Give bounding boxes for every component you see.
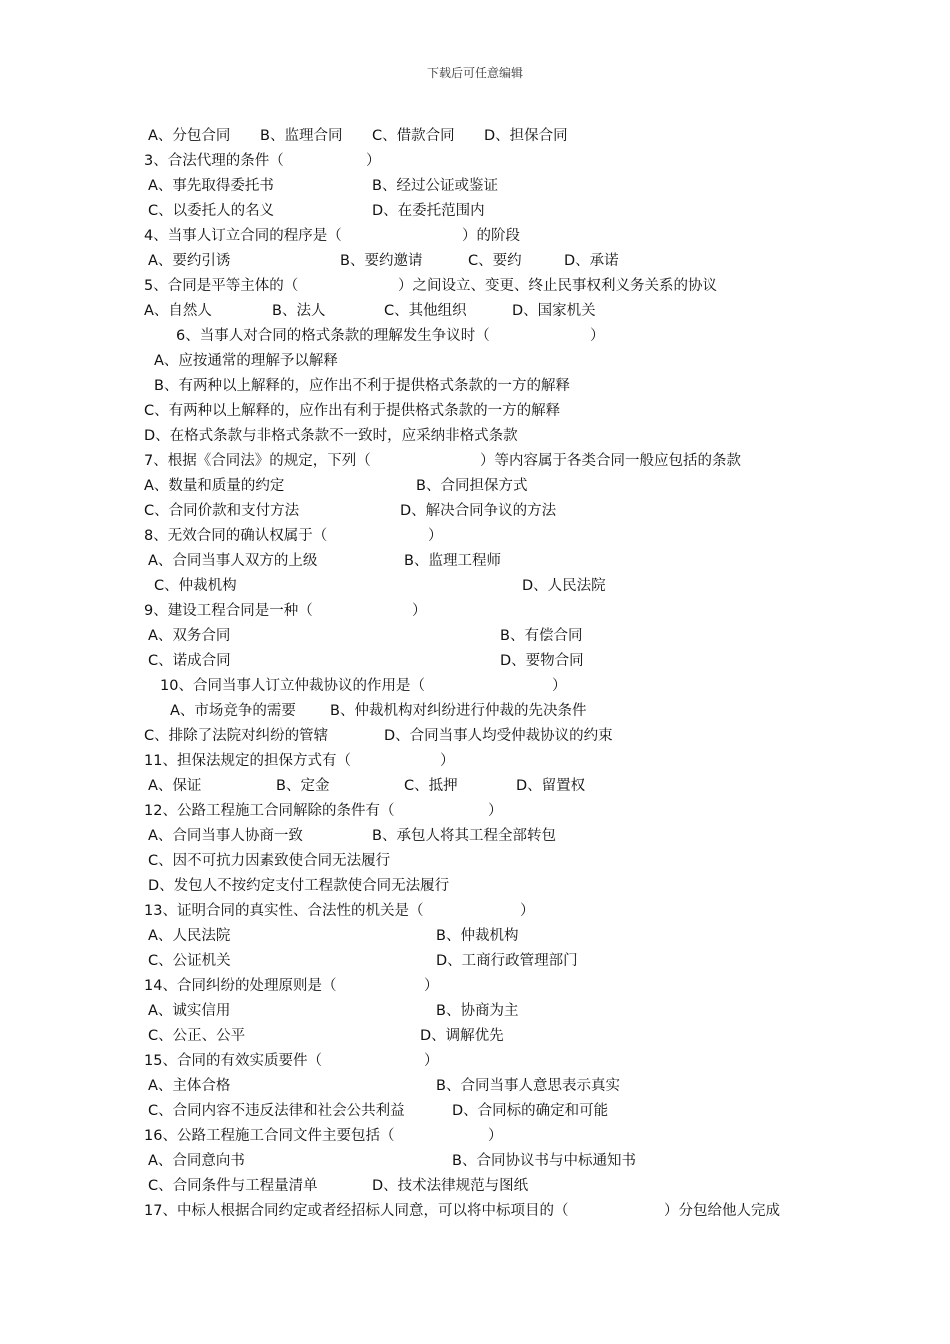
text-segment: D、合同标的确定和可能 [452, 1103, 609, 1119]
text-segment: B、监理工程师 [404, 553, 501, 569]
page-header: 下载后可任意编辑 [426, 66, 523, 80]
text-segment: C、公证机关 [148, 953, 231, 969]
text-segment: ） [590, 328, 605, 344]
text-segment: 6、当事人对合同的格式条款的理解发生争议时（ [176, 328, 490, 344]
text-segment: C、抵押 [404, 778, 458, 794]
text-segment: ）之间设立、变更、终止民事权利义务关系的协议 [398, 278, 717, 294]
text-segment: A、诚实信用 [148, 1003, 231, 1019]
text-segment: A、保证 [148, 778, 202, 794]
text-segment: C、合同内容不违反法律和社会公共利益 [148, 1103, 405, 1119]
text-segment: D、技术法律规范与图纸 [372, 1178, 529, 1194]
text-segment: B、合同当事人意思表示真实 [436, 1078, 620, 1094]
text-segment: C、借款合同 [372, 128, 455, 144]
text-segment: B、有两种以上解释的，应作出不利于提供格式条款的一方的解释 [154, 378, 570, 394]
text-segment: 10、合同当事人订立仲裁协议的作用是（ [160, 678, 425, 694]
text-segment: ）的阶段 [462, 228, 520, 244]
text-segment: 5、合同是平等主体的（ [144, 278, 299, 294]
text-segment: C、诺成合同 [148, 653, 231, 669]
text-segment: A、合同当事人协商一致 [148, 828, 303, 844]
text-segment: 16、公路工程施工合同文件主要包括（ [144, 1128, 395, 1144]
text-segment: ） [520, 903, 535, 919]
text-segment: B、要约邀请 [340, 253, 423, 269]
text-segment: D、担保合同 [484, 128, 568, 144]
text-segment: B、协商为主 [436, 1003, 519, 1019]
text-segment: 4、当事人订立合同的程序是（ [144, 228, 342, 244]
text-segment: A、自然人 [144, 303, 212, 319]
text-segment: C、因不可抗力因素致使合同无法履行 [148, 853, 391, 869]
text-segment: A、合同当事人双方的上级 [148, 553, 318, 569]
text-segment: A、市场竞争的需要 [170, 703, 296, 719]
text-segment: B、合同协议书与中标通知书 [452, 1153, 636, 1169]
text-segment: C、有两种以上解释的，应作出有利于提供格式条款的一方的解释 [144, 403, 561, 419]
text-segment: 13、证明合同的真实性、合法性的机关是（ [144, 903, 424, 919]
text-segment: 7、根据《合同法》的规定，下列（ [144, 453, 371, 469]
text-segment: 15、合同的有效实质要件（ [144, 1053, 322, 1069]
text-segment: D、合同当事人均受仲裁协议的约束 [384, 728, 613, 744]
text-segment: A、合同意向书 [148, 1153, 245, 1169]
text-segment: D、留置权 [516, 778, 586, 794]
text-segment: A、双务合同 [148, 628, 231, 644]
text-segment: A、人民法院 [148, 928, 231, 944]
text-segment: B、法人 [272, 303, 326, 319]
text-segment: D、调解优先 [420, 1028, 504, 1044]
text-segment: ） [428, 528, 443, 544]
text-segment: ） [488, 803, 503, 819]
text-segment: ） [424, 1053, 439, 1069]
text-segment: ） [366, 153, 381, 169]
text-segment: A、事先取得委托书 [148, 178, 274, 194]
text-segment: D、发包人不按约定支付工程款使合同无法履行 [148, 878, 450, 894]
text-segment: 8、无效合同的确认权属于（ [144, 528, 328, 544]
text-segment: A、应按通常的理解予以解释 [154, 353, 338, 369]
text-segment: C、以委托人的名义 [148, 203, 275, 219]
text-segment: C、公正、公平 [148, 1028, 246, 1044]
text-segment: C、合同条件与工程量清单 [148, 1178, 318, 1194]
text-segment: A、分包合同 [148, 128, 231, 144]
text-segment: D、在委托范围内 [372, 203, 485, 219]
text-segment: D、国家机关 [512, 303, 596, 319]
text-segment: D、人民法院 [522, 578, 606, 594]
text-segment: A、主体合格 [148, 1078, 231, 1094]
text-segment: 14、合同纠纷的处理原则是（ [144, 978, 337, 994]
text-segment: B、承包人将其工程全部转包 [372, 828, 556, 844]
text-segment: C、仲裁机构 [154, 578, 237, 594]
text-segment: B、监理合同 [260, 128, 343, 144]
text-segment: B、合同担保方式 [416, 478, 528, 494]
text-segment: A、要约引诱 [148, 253, 231, 269]
text-segment: C、合同价款和支付方法 [144, 503, 300, 519]
text-segment: ） [440, 753, 455, 769]
text-segment: C、要约 [468, 253, 522, 269]
text-segment: ）等内容属于各类合同一般应包括的条款 [480, 453, 741, 469]
text-segment: D、承诺 [564, 253, 619, 269]
text-segment: ） [488, 1128, 503, 1144]
text-segment: A、数量和质量的约定 [144, 478, 285, 494]
text-segment: 12、公路工程施工合同解除的条件有（ [144, 803, 395, 819]
text-segment: D、要物合同 [500, 653, 584, 669]
text-segment: ） [412, 603, 427, 619]
text-segment: ） [552, 678, 567, 694]
text-segment: 17、中标人根据合同约定或者经招标人同意，可以将中标项目的（ [144, 1203, 569, 1219]
text-segment: B、有偿合同 [500, 628, 583, 644]
text-segment: B、经过公证或鉴证 [372, 178, 498, 194]
text-segment: D、解决合同争议的方法 [400, 503, 557, 519]
text-segment: D、在格式条款与非格式条款不一致时，应采纳非格式条款 [144, 428, 518, 444]
text-segment: C、排除了法院对纠纷的管辖 [144, 728, 329, 744]
text-segment: B、仲裁机构对纠纷进行仲裁的先决条件 [330, 703, 587, 719]
text-segment: B、仲裁机构 [436, 928, 519, 944]
text-segment: B、定金 [276, 778, 330, 794]
text-segment: D、工商行政管理部门 [436, 953, 578, 969]
text-segment: 9、建设工程合同是一种（ [144, 603, 313, 619]
text-segment: C、其他组织 [384, 303, 467, 319]
text-segment: ）分包给他人完成 [664, 1203, 780, 1219]
text-segment: 3、合法代理的条件（ [144, 153, 284, 169]
text-segment: ） [424, 978, 439, 994]
text-segment: 11、担保法规定的担保方式有（ [144, 753, 351, 769]
